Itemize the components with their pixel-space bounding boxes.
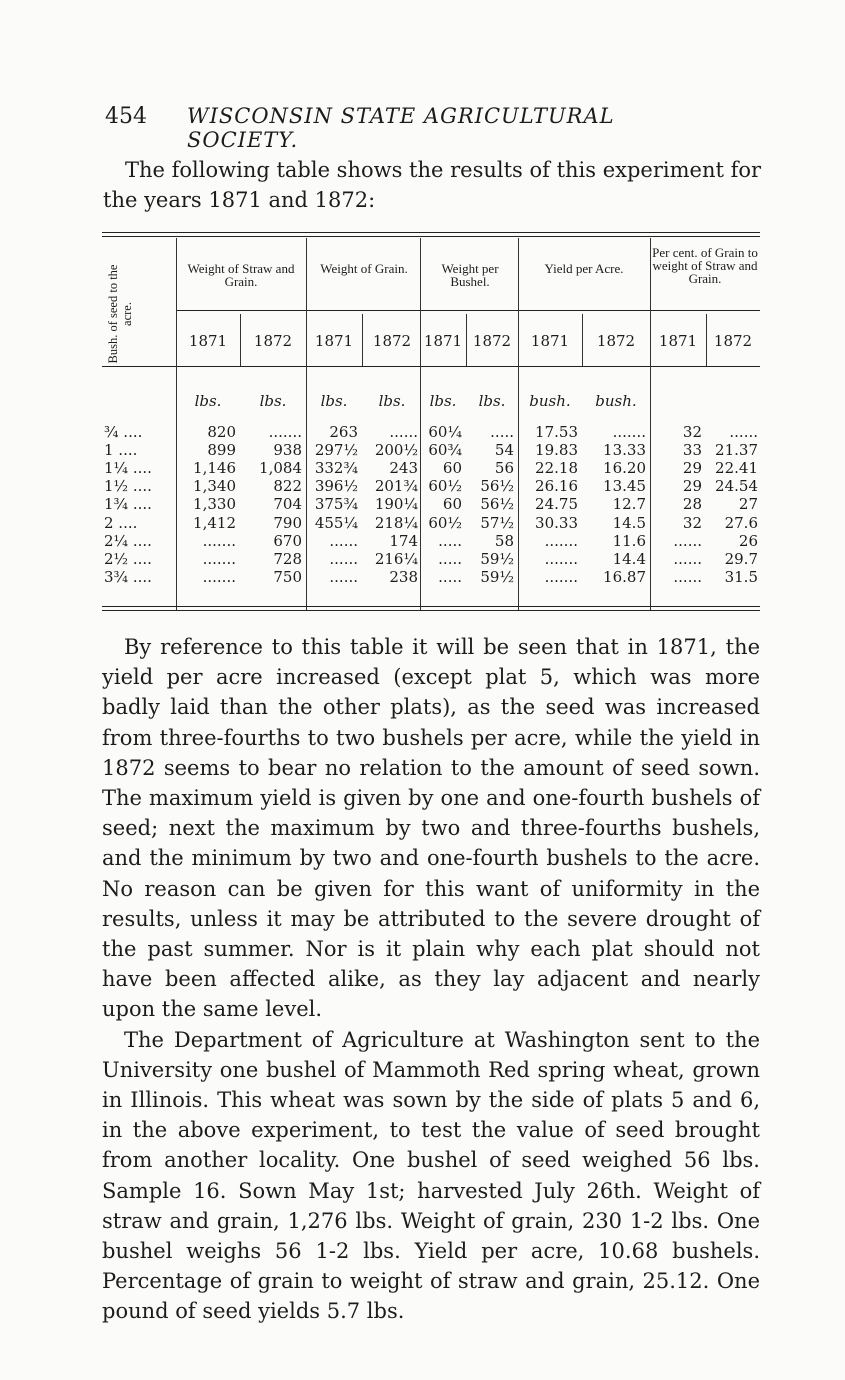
table-cell: 14.5 [612,513,646,532]
table-cell: 243 [389,459,418,478]
table-cell: 56½ [480,477,514,496]
unit-grain-1871: lbs. [320,392,348,410]
table-row [102,569,760,586]
table-cell: 455¼ [314,513,358,532]
table-cell: 396½ [314,477,358,496]
table-row [102,442,760,459]
table-cell: 12.7 [612,495,646,514]
table-cell: ...... [673,531,702,550]
unit-straw-grain-1871: lbs. [194,392,222,410]
table-cell: ...... [389,423,418,441]
table-cell: 28 [682,495,702,514]
table-cell: 820 [207,423,236,441]
year-1871-yield: 1871 [530,332,570,350]
table-top-rule-inner [102,236,760,237]
year-1872-straw-grain: 1872 [253,332,293,350]
table-cell: 174 [389,531,418,550]
table-bottom-rule-inner [102,610,760,611]
group-head-bushel: Weight per Bushel. [441,261,499,289]
table-cell: 200½ [374,441,418,460]
table-cell: ....... [544,567,578,586]
table-cell: 27 [738,495,758,514]
group-head-straw-grain: Weight of Straw and Grain. [187,261,295,289]
table-cell: ..... [438,567,462,586]
page-number: 454 [105,104,147,129]
group-head-yield: Yield per Acre. [544,261,624,276]
year-1871-percent: 1871 [658,332,698,350]
table-cell: 375¾ [314,495,358,514]
table-cell: 59½ [480,549,514,568]
table-cell: 60½ [428,477,462,496]
table-cell: ...... [329,549,358,568]
col-divider [362,314,363,366]
col-divider [240,314,241,366]
table-cell: 1,340 [193,477,236,496]
table-cell: ....... [268,423,302,441]
table-cell: 1,084 [259,459,302,478]
table-cell: 31.5 [724,567,758,586]
table-cell: ...... [329,531,358,550]
table-bottom-rule [102,606,760,607]
table-row [102,533,760,550]
seed-cell: 1¼ .... [104,459,152,478]
table-cell: ...... [329,567,358,586]
paragraph: By reference to this table it will be seen that in 1871, the yield per acre increased (except plat 5, which was more badly laid than the other plats), as the seed was increased from three-fourths to two bushels per acre, while the yield in 1872 seems to bear no relation to the amount of seed sown. The maximum yield is given by one and one-fourth bushels of seed; next the maximum by two and three-fourths bushels, and the minimum by two and one-fourth bushels to the acre. No reason can be given for this want of uniformity in the results, unless it may be attributed to the severe drought of the past summer. Nor is it plain why each plat should not have been affected alike, as they lay adjacent and nearly upon the same level. [102,635,760,1022]
table-row [102,460,760,477]
table-cell: ...... [673,549,702,568]
seed-cell: 3¾ .... [104,567,152,586]
table-cell: 26.16 [535,477,578,496]
table-cell: ....... [202,549,236,568]
table-cell: 56½ [480,495,514,514]
paragraph: The Department of Agriculture at Washington sent to the University one bushel of Mammoth Red spring wheat, grown in Illinois. This wheat was sown by the side of plats 5 and 6, in the above experiment, to test the value of seed brought from another locality. One bushel of seed weighed 56 lbs. Sample 16. Sown May 1st; harvested July 26th. Weight of straw and grain, 1,276 lbs. Weight of grain, 230 1-2 lbs. One bushel weighs 56 1-2 lbs. Yield per acre, 10.68 bushels. Percentage of grain to weight of straw and grain, 25.12. One pound of seed yields 5.7 lbs. [102,1027,760,1324]
table-cell: 14.4 [612,549,646,568]
unit-bushel-1871: lbs. [429,392,457,410]
seed-cell: 1½ .... [104,477,152,496]
table-cell: ..... [490,423,514,441]
group-head-rule [176,310,760,311]
table-cell: 1,412 [193,513,236,532]
intro-text: The following table shows the results of this experiment for the years 1871 and 1872: [103,158,762,212]
table-cell: 190¼ [374,495,418,514]
table-cell: ...... [729,423,758,441]
running-head: WISCONSIN STATE AGRICULTURAL SOCIETY. [187,104,615,152]
table-cell: ..... [438,549,462,568]
table-cell: ....... [544,549,578,568]
unit-bushel-1872: lbs. [478,392,506,410]
table-cell: 238 [389,567,418,586]
table-cell: 728 [273,549,302,568]
table-cell: ....... [202,531,236,550]
year-1871-grain: 1871 [314,332,354,350]
page-header [105,104,705,152]
year-head-rule [102,366,760,367]
group-head-grain: Weight of Grain. [320,261,408,276]
year-1872-percent: 1872 [713,332,753,350]
unit-yield-1871: bush. [529,392,571,410]
table-cell: 704 [273,495,302,514]
table-cell: 22.18 [535,459,578,478]
table-row [102,424,760,441]
table-cell: 32 [682,423,702,441]
table-cell: 216¼ [374,549,418,568]
table-cell: 21.37 [715,441,758,460]
unit-grain-1872: lbs. [378,392,406,410]
table-row [102,551,760,568]
table-cell: 19.83 [535,441,578,460]
year-1872-yield: 1872 [596,332,636,350]
year-1871-straw-grain: 1871 [188,332,228,350]
results-table [102,232,760,616]
table-cell: 16.20 [603,459,646,478]
intro-paragraph [103,155,763,215]
table-row [102,478,760,495]
table-cell: 57½ [480,513,514,532]
table-cell: 26 [738,531,758,550]
table-cell: 30.33 [535,513,578,532]
table-cell: 332¾ [314,459,358,478]
seed-cell: 1 .... [104,441,138,460]
unit-straw-grain-1872: lbs. [259,392,287,410]
table-cell: 33 [682,441,702,460]
col-divider [466,314,467,366]
table-cell: 822 [273,477,302,496]
table-cell: 59½ [480,567,514,586]
year-1872-grain: 1872 [372,332,412,350]
table-cell: 201¾ [374,477,418,496]
seed-cell: 1¾ .... [104,495,152,514]
table-cell: 670 [273,531,302,550]
table-cell: 56 [494,459,514,478]
table-cell: 24.54 [715,477,758,496]
seed-cell: ¾ .... [104,423,143,441]
table-cell: 60½ [428,513,462,532]
table-cell: 750 [273,567,302,586]
table-cell: ....... [202,567,236,586]
table-top-rule [102,232,760,233]
col-divider [582,314,583,366]
body-text [102,632,760,1327]
table-cell: 790 [273,513,302,532]
table-row [102,515,760,532]
table-cell: 899 [207,441,236,460]
unit-yield-1872: bush. [595,392,637,410]
table-cell: ....... [612,423,646,441]
table-cell: 60¾ [428,441,462,460]
table-row [102,496,760,513]
table-cell: 938 [273,441,302,460]
table-cell: ....... [544,531,578,550]
table-cell: 54 [494,441,514,460]
table-cell: 297½ [314,441,358,460]
table-cell: 29 [682,459,702,478]
table-cell: ..... [438,531,462,550]
table-cell: 263 [329,423,358,441]
seed-cell: 2¼ .... [104,531,152,550]
table-cell: ...... [673,567,702,586]
year-1871-bushel: 1871 [423,332,463,350]
year-1872-bushel: 1872 [472,332,512,350]
table-cell: 1,330 [193,495,236,514]
col-divider [706,314,707,366]
table-cell: 13.45 [603,477,646,496]
row-header-seed: Bush. of seed to the acre. [106,264,134,364]
table-cell: 60¼ [428,423,462,441]
table-cell: 11.6 [612,531,646,550]
table-cell: 24.75 [535,495,578,514]
table-cell: 1,146 [193,459,236,478]
table-cell: 17.53 [535,423,578,441]
table-cell: 16.87 [603,567,646,586]
seed-cell: 2 .... [104,513,138,532]
table-cell: 13.33 [603,441,646,460]
seed-cell: 2½ .... [104,549,152,568]
table-cell: 32 [682,513,702,532]
table-cell: 29 [682,477,702,496]
table-cell: 60 [442,495,462,514]
table-cell: 218¼ [374,513,418,532]
table-cell: 60 [442,459,462,478]
group-head-percent: Per cent. of Grain to weight of Straw and Grain. [652,245,758,286]
table-cell: 22.41 [715,459,758,478]
table-cell: 29.7 [724,549,758,568]
table-cell: 58 [494,531,514,550]
table-cell: 27.6 [724,513,758,532]
